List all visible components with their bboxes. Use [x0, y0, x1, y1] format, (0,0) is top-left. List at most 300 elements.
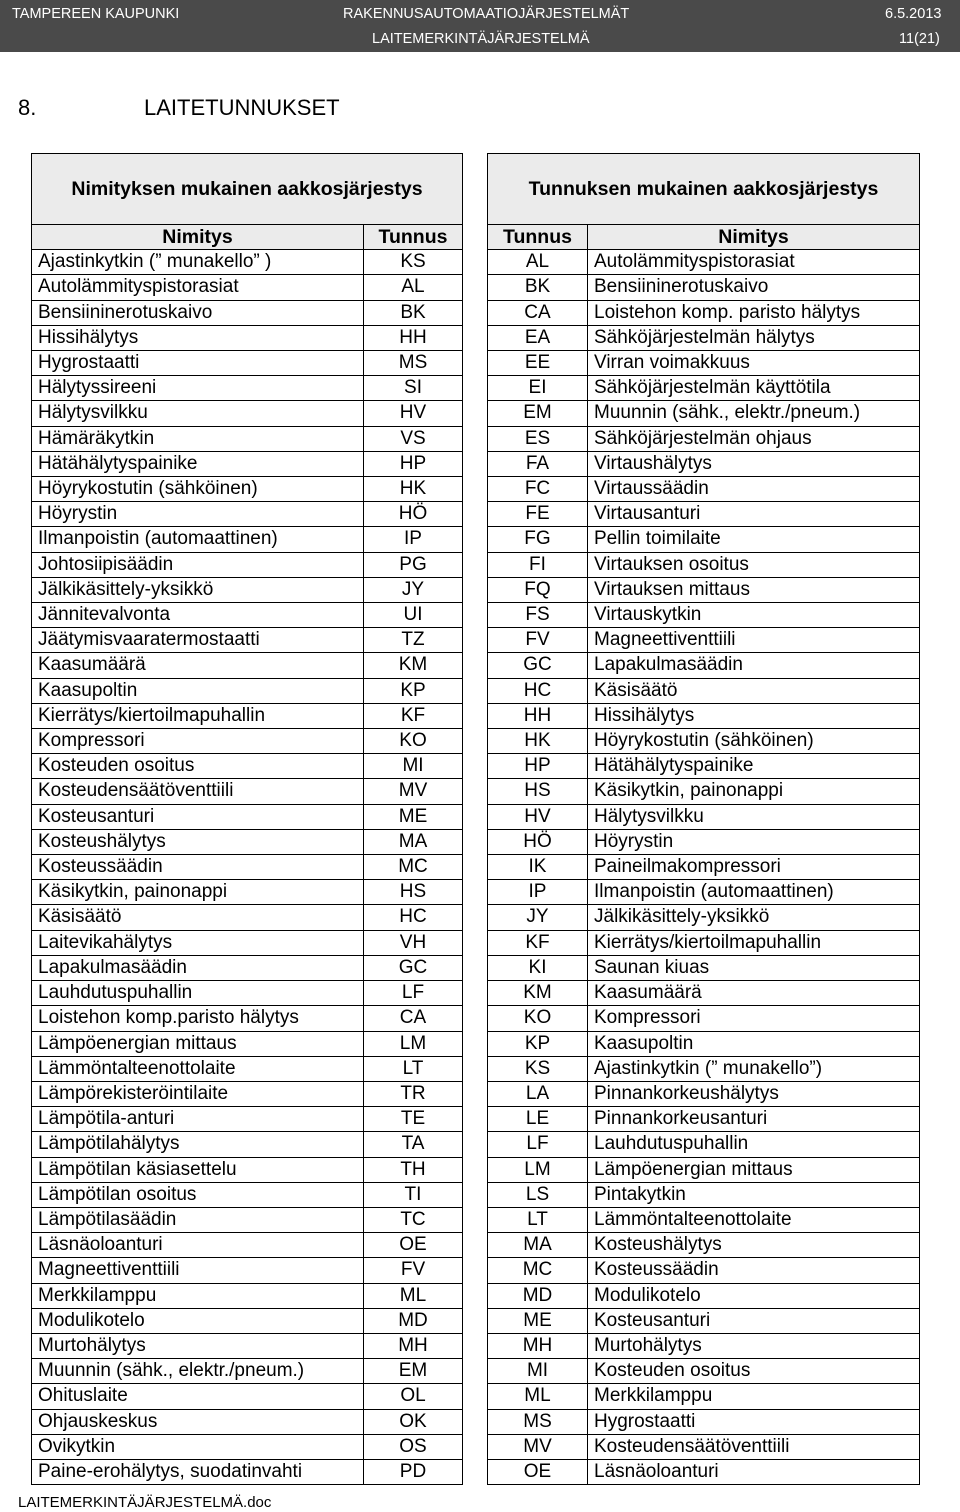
cell-name: Kosteussäädin [32, 855, 364, 880]
cell-name: Lämpötilan osoitus [32, 1182, 364, 1207]
cell-name: Kosteudensäätöventtiili [32, 779, 364, 804]
cell-code: CA [364, 1006, 463, 1031]
cell-code: TI [364, 1182, 463, 1207]
table-row [32, 703, 463, 728]
cell-name: Lapakulmasäädin [32, 955, 364, 980]
table-row [488, 376, 920, 401]
cell-code: FG [488, 527, 588, 552]
cell-name: Kaasupoltin [588, 1031, 920, 1056]
cell-name: Jälkikäsittely-yksikkö [32, 577, 364, 602]
table-row [32, 325, 463, 350]
cell-name: Jäätymisvaaratermostaatti [32, 628, 364, 653]
table-row [32, 250, 463, 275]
cell-code: MA [364, 829, 463, 854]
cell-code: LT [364, 1056, 463, 1081]
table-row [32, 1031, 463, 1056]
table-row [488, 1409, 920, 1434]
column-header-name: Nimitys [32, 225, 364, 250]
cell-code: FV [488, 628, 588, 653]
table-row [32, 754, 463, 779]
cell-name: Lämpöenergian mittaus [32, 1031, 364, 1056]
cell-name: Autolämmityspistorasiat [32, 275, 364, 300]
cell-name: Höyrykostutin (sähköinen) [32, 477, 364, 502]
cell-code: LM [364, 1031, 463, 1056]
cell-name: Murtohälytys [32, 1333, 364, 1358]
cell-code: TA [364, 1132, 463, 1157]
page-header [0, 0, 960, 52]
cell-name: Pellin toimilaite [588, 527, 920, 552]
cell-name: Magneettiventtiili [32, 1258, 364, 1283]
cell-name: Hissihälytys [32, 325, 364, 350]
cell-code: KO [364, 729, 463, 754]
table-row [488, 880, 920, 905]
cell-name: Sähköjärjestelmän ohjaus [588, 426, 920, 451]
cell-name: Hälytysvilkku [32, 401, 364, 426]
cell-name: Hämäräkytkin [32, 426, 364, 451]
table-row [488, 401, 920, 426]
cell-name: Virtausanturi [588, 502, 920, 527]
cell-code: TE [364, 1107, 463, 1132]
footer-filename: LAITEMERKINTÄJÄRJESTELMÄ.doc [18, 1494, 272, 1511]
cell-code: BK [364, 300, 463, 325]
cell-name: Virran voimakkuus [588, 351, 920, 376]
table-row [488, 1283, 920, 1308]
cell-name: Magneettiventtiili [588, 628, 920, 653]
cell-code: EA [488, 325, 588, 350]
cell-code: IP [364, 527, 463, 552]
table-row [488, 653, 920, 678]
cell-name: Autolämmityspistorasiat [588, 250, 920, 275]
cell-name: Jälkikäsittely-yksikkö [588, 905, 920, 930]
cell-code: LM [488, 1157, 588, 1182]
cell-code: KS [488, 1056, 588, 1081]
table-row [488, 250, 920, 275]
cell-code: MD [364, 1308, 463, 1333]
cell-name: Laitevikahälytys [32, 930, 364, 955]
cell-code: MV [364, 779, 463, 804]
cell-name: Hälytysvilkku [588, 804, 920, 829]
cell-code: MH [488, 1333, 588, 1358]
cell-name: Kosteuden osoitus [32, 754, 364, 779]
cell-name: Kosteuden osoitus [588, 1359, 920, 1384]
cell-name: Käsisäätö [32, 905, 364, 930]
table-row [32, 678, 463, 703]
table-row [488, 1157, 920, 1182]
cell-name: Ajastinkytkin (” munakello” ) [32, 250, 364, 275]
cell-name: Murtohälytys [588, 1333, 920, 1358]
section-title: LAITETUNNUKSET [144, 95, 340, 120]
table-row [488, 1132, 920, 1157]
table-row [32, 1434, 463, 1459]
cell-code: HS [488, 779, 588, 804]
cell-code: EM [364, 1359, 463, 1384]
cell-code: PD [364, 1459, 463, 1484]
cell-name: Virtauksen mittaus [588, 577, 920, 602]
table-row [32, 300, 463, 325]
cell-name: Hälytyssireeni [32, 376, 364, 401]
cell-name: Virtaushälytys [588, 451, 920, 476]
cell-code: HÖ [364, 502, 463, 527]
cell-code: LE [488, 1107, 588, 1132]
cell-code: LF [364, 981, 463, 1006]
table-row [32, 804, 463, 829]
cell-name: Kosteusanturi [588, 1308, 920, 1333]
table-row [488, 905, 920, 930]
cell-code: HV [364, 401, 463, 426]
cell-code: HK [364, 477, 463, 502]
cell-code: LA [488, 1081, 588, 1106]
cell-code: ME [364, 804, 463, 829]
cell-name: Läsnäoloanturi [32, 1233, 364, 1258]
table-by-name-caption: Nimityksen mukainen aakkosjärjestys [32, 154, 463, 225]
cell-name: Kosteushälytys [588, 1233, 920, 1258]
cell-name: Kaasupoltin [32, 678, 364, 703]
cell-code: MD [488, 1283, 588, 1308]
table-row [488, 1207, 920, 1232]
cell-code: FC [488, 477, 588, 502]
table-row [488, 779, 920, 804]
cell-name: Virtaussäädin [588, 477, 920, 502]
table-row [32, 930, 463, 955]
table-row [488, 1308, 920, 1333]
table-row [488, 325, 920, 350]
cell-name: Virtauskytkin [588, 603, 920, 628]
cell-name: Ilmanpoistin (automaattinen) [588, 880, 920, 905]
table-row [488, 502, 920, 527]
cell-name: Kompressori [32, 729, 364, 754]
table-row [32, 829, 463, 854]
table-by-name [31, 153, 463, 1485]
table-row [488, 275, 920, 300]
cell-name: Saunan kiuas [588, 955, 920, 980]
table-row [488, 1081, 920, 1106]
cell-code: HV [488, 804, 588, 829]
cell-name: Kosteudensäätöventtiili [588, 1434, 920, 1459]
cell-name: Loistehon komp.paristo hälytys [32, 1006, 364, 1031]
cell-name: Hissihälytys [588, 703, 920, 728]
table-row [488, 1233, 920, 1258]
cell-code: OK [364, 1409, 463, 1434]
cell-name: Kaasumäärä [588, 981, 920, 1006]
cell-code: KI [488, 955, 588, 980]
table-row [32, 1207, 463, 1232]
cell-code: LF [488, 1132, 588, 1157]
cell-code: PG [364, 552, 463, 577]
cell-name: Virtauksen osoitus [588, 552, 920, 577]
cell-code: HP [488, 754, 588, 779]
cell-code: OL [364, 1384, 463, 1409]
table-by-code [487, 153, 920, 1485]
cell-name: Johtosiipisäädin [32, 552, 364, 577]
cell-name: Hätähälytyspainike [32, 451, 364, 476]
cell-code: ML [364, 1283, 463, 1308]
table-row [32, 779, 463, 804]
cell-code: JY [364, 577, 463, 602]
cell-code: TH [364, 1157, 463, 1182]
cell-code: KP [364, 678, 463, 703]
table-row [32, 401, 463, 426]
cell-name: Käsisäätö [588, 678, 920, 703]
cell-name: Muunnin (sähk., elektr./pneum.) [32, 1359, 364, 1384]
table-row [488, 451, 920, 476]
header-date: 6.5.2013 [885, 6, 942, 22]
section-number: 8. [18, 95, 37, 120]
cell-code: GC [364, 955, 463, 980]
cell-code: KF [364, 703, 463, 728]
table-row [488, 829, 920, 854]
cell-code: HK [488, 729, 588, 754]
cell-code: HS [364, 880, 463, 905]
table-row [488, 1031, 920, 1056]
table-row [32, 1333, 463, 1358]
cell-name: Kosteussäädin [588, 1258, 920, 1283]
cell-code: TZ [364, 628, 463, 653]
table-row [32, 981, 463, 1006]
cell-name: Hygrostaatti [588, 1409, 920, 1434]
table-row [32, 275, 463, 300]
cell-code: MV [488, 1434, 588, 1459]
cell-code: TR [364, 1081, 463, 1106]
cell-name: Höyrykostutin (sähköinen) [588, 729, 920, 754]
table-row [32, 477, 463, 502]
table-row [488, 855, 920, 880]
header-organization: TAMPEREEN KAUPUNKI [12, 6, 180, 22]
table-row [488, 1006, 920, 1031]
cell-code: MI [488, 1359, 588, 1384]
cell-code: FV [364, 1258, 463, 1283]
cell-name: Pinnankorkeushälytys [588, 1081, 920, 1106]
cell-name: Ovikytkin [32, 1434, 364, 1459]
table-row [32, 628, 463, 653]
table-row [488, 981, 920, 1006]
cell-code: KF [488, 930, 588, 955]
cell-code: SI [364, 376, 463, 401]
table-row [32, 351, 463, 376]
table-row [32, 880, 463, 905]
table-row [32, 1107, 463, 1132]
cell-code: LS [488, 1182, 588, 1207]
cell-code: MA [488, 1233, 588, 1258]
cell-name: Bensiininerotuskaivo [32, 300, 364, 325]
table-row [488, 628, 920, 653]
table-row [32, 451, 463, 476]
cell-name: Lapakulmasäädin [588, 653, 920, 678]
cell-code: TC [364, 1207, 463, 1232]
table-row [32, 653, 463, 678]
cell-code: HC [364, 905, 463, 930]
cell-name: Lauhdutuspuhallin [32, 981, 364, 1006]
table-by-code-caption: Tunnuksen mukainen aakkosjärjestys [488, 154, 920, 225]
table-row [488, 1056, 920, 1081]
cell-name: Sähköjärjestelmän käyttötila [588, 376, 920, 401]
table-row [32, 426, 463, 451]
cell-code: FS [488, 603, 588, 628]
cell-code: VS [364, 426, 463, 451]
table-row [488, 426, 920, 451]
cell-code: MC [488, 1258, 588, 1283]
cell-code: MS [364, 351, 463, 376]
table-row [488, 1107, 920, 1132]
table-row [32, 729, 463, 754]
cell-name: Pintakytkin [588, 1182, 920, 1207]
table-row [488, 552, 920, 577]
cell-code: OE [488, 1459, 588, 1484]
table-row [488, 729, 920, 754]
table-row [488, 1333, 920, 1358]
table-row [32, 855, 463, 880]
table-row [32, 577, 463, 602]
table-row [488, 527, 920, 552]
table-row [32, 1384, 463, 1409]
cell-name: Merkkilamppu [32, 1283, 364, 1308]
cell-name: Jännitevalvonta [32, 603, 364, 628]
cell-code: CA [488, 300, 588, 325]
header-page-number: 11(21) [899, 31, 940, 47]
cell-code: HC [488, 678, 588, 703]
cell-code: FA [488, 451, 588, 476]
cell-name: Kosteusanturi [32, 804, 364, 829]
table-row [488, 1434, 920, 1459]
table-row [488, 1359, 920, 1384]
table-row [32, 905, 463, 930]
cell-code: HÖ [488, 829, 588, 854]
cell-code: IK [488, 855, 588, 880]
cell-name: Höyrystin [588, 829, 920, 854]
table-row [488, 804, 920, 829]
table-by-code-body [488, 250, 920, 1485]
cell-code: VH [364, 930, 463, 955]
cell-name: Hygrostaatti [32, 351, 364, 376]
cell-code: FQ [488, 577, 588, 602]
table-row [32, 955, 463, 980]
cell-code: KP [488, 1031, 588, 1056]
cell-name: Ilmanpoistin (automaattinen) [32, 527, 364, 552]
cell-name: Pinnankorkeusanturi [588, 1107, 920, 1132]
cell-name: Kosteushälytys [32, 829, 364, 854]
cell-code: ES [488, 426, 588, 451]
table-row [488, 1258, 920, 1283]
table-row [488, 678, 920, 703]
cell-name: Käsikytkin, painonappi [32, 880, 364, 905]
cell-name: Lämmöntalteenottolaite [588, 1207, 920, 1232]
table-row [488, 1384, 920, 1409]
cell-name: Kompressori [588, 1006, 920, 1031]
table-row [488, 1459, 920, 1484]
table-row [32, 1258, 463, 1283]
cell-code: ML [488, 1384, 588, 1409]
table-row [32, 603, 463, 628]
table-row [488, 1182, 920, 1207]
table-row [32, 376, 463, 401]
cell-code: KM [488, 981, 588, 1006]
table-row [32, 527, 463, 552]
cell-name: Paine-erohälytys, suodatinvahti [32, 1459, 364, 1484]
cell-name: Lauhdutuspuhallin [588, 1132, 920, 1157]
cell-name: Bensiininerotuskaivo [588, 275, 920, 300]
column-header-name: Nimitys [588, 225, 920, 250]
table-row [32, 1283, 463, 1308]
cell-name: Lämpötilasäädin [32, 1207, 364, 1232]
cell-code: EE [488, 351, 588, 376]
cell-code: HH [488, 703, 588, 728]
cell-name: Lämpötilahälytys [32, 1132, 364, 1157]
cell-name: Lämpötilan käsiasettelu [32, 1157, 364, 1182]
cell-name: Modulikotelo [32, 1308, 364, 1333]
table-row [32, 1157, 463, 1182]
cell-name: Muunnin (sähk., elektr./pneum.) [588, 401, 920, 426]
table-row [32, 1459, 463, 1484]
table-row [488, 577, 920, 602]
cell-code: FI [488, 552, 588, 577]
table-by-name-body [32, 250, 463, 1485]
cell-code: OS [364, 1434, 463, 1459]
header-subtitle: LAITEMERKINTÄJÄRJESTELMÄ [372, 31, 590, 47]
column-header-code: Tunnus [488, 225, 588, 250]
column-header-code: Tunnus [364, 225, 463, 250]
cell-name: Merkkilamppu [588, 1384, 920, 1409]
cell-code: KS [364, 250, 463, 275]
cell-code: LT [488, 1207, 588, 1232]
cell-name: Lämpöenergian mittaus [588, 1157, 920, 1182]
table-row [488, 955, 920, 980]
cell-name: Höyrystin [32, 502, 364, 527]
table-row [488, 930, 920, 955]
cell-name: Läsnäoloanturi [588, 1459, 920, 1484]
table-row [32, 502, 463, 527]
cell-code: JY [488, 905, 588, 930]
table-row [32, 1182, 463, 1207]
table-row [32, 1409, 463, 1434]
header-title: RAKENNUSAUTOMAATIOJÄRJESTELMÄT [343, 6, 630, 22]
table-row [32, 1132, 463, 1157]
table-row [488, 300, 920, 325]
cell-name: Modulikotelo [588, 1283, 920, 1308]
table-row [488, 703, 920, 728]
table-row [32, 1081, 463, 1106]
cell-name: Kierrätys/kiertoilmapuhallin [32, 703, 364, 728]
cell-name: Hätähälytyspainike [588, 754, 920, 779]
table-row [32, 1056, 463, 1081]
table-row [32, 1233, 463, 1258]
cell-name: Ohituslaite [32, 1384, 364, 1409]
cell-code: OE [364, 1233, 463, 1258]
cell-name: Paineilmakompressori [588, 855, 920, 880]
cell-name: Kierrätys/kiertoilmapuhallin [588, 930, 920, 955]
cell-code: HH [364, 325, 463, 350]
table-row [32, 1308, 463, 1333]
cell-code: UI [364, 603, 463, 628]
cell-code: MS [488, 1409, 588, 1434]
cell-code: EI [488, 376, 588, 401]
cell-code: AL [488, 250, 588, 275]
cell-name: Ajastinkytkin (” munakello”) [588, 1056, 920, 1081]
cell-name: Lämmöntalteenottolaite [32, 1056, 364, 1081]
cell-name: Loistehon komp. paristo hälytys [588, 300, 920, 325]
table-row [488, 754, 920, 779]
table-row [488, 477, 920, 502]
table-row [488, 603, 920, 628]
cell-code: MI [364, 754, 463, 779]
cell-code: MC [364, 855, 463, 880]
cell-name: Lämpötila-anturi [32, 1107, 364, 1132]
table-row [32, 552, 463, 577]
cell-code: MH [364, 1333, 463, 1358]
cell-code: BK [488, 275, 588, 300]
cell-name: Sähköjärjestelmän hälytys [588, 325, 920, 350]
cell-code: KO [488, 1006, 588, 1031]
cell-code: HP [364, 451, 463, 476]
table-row [488, 351, 920, 376]
